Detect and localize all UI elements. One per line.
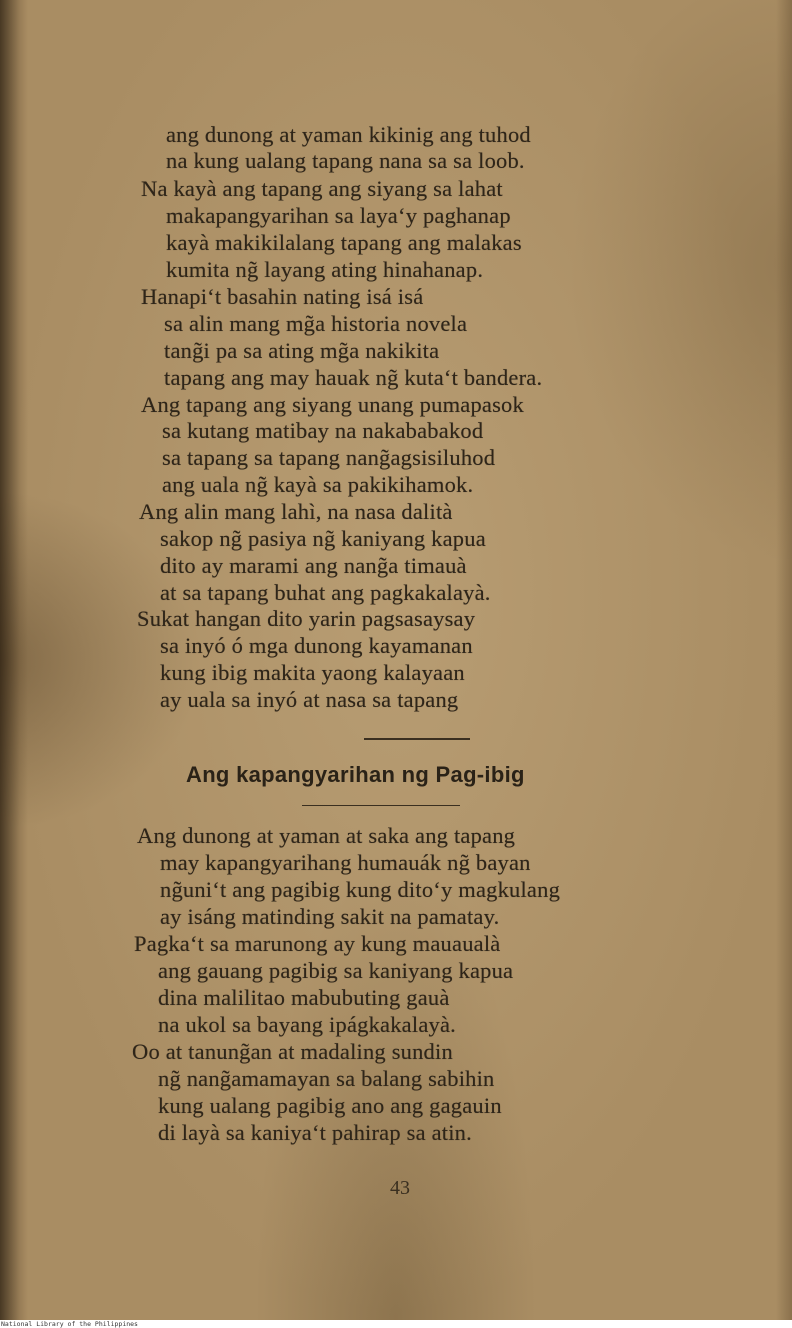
poem-line: Oo at tanung̃an at madaling sundin [132, 1039, 453, 1064]
poem-line: dito ay marami ang nang̃a timauà [160, 553, 467, 578]
poem-line: sakop ng̃ pasiya ng̃ kaniyang kapua [160, 526, 486, 551]
poem-line: sa kutang matibay na nakababakod [162, 418, 484, 443]
poem-line: dina malilitao mabubuting gauà [158, 985, 450, 1010]
poem-line: ang dunong at yaman kikinig ang tuhod [166, 122, 531, 147]
poem-line: ang uala ng̃ kayà sa pakikihamok. [162, 472, 474, 497]
poem-line: ay isáng matinding sakit na pamatay. [160, 904, 500, 929]
poem-line: ang gauang pagibig sa kaniyang kapua [158, 958, 514, 983]
page-shadow-left [0, 0, 28, 1320]
poem-line: di layà sa kaniya‘t pahirap sa atin. [158, 1120, 472, 1145]
poem-line: ay uala sa inyó at nasa sa tapang [160, 687, 459, 712]
page-shadow-right [776, 0, 792, 1320]
poem-line: sa alin mang mg̃a historia novela [164, 311, 468, 336]
poem-line: may kapangyarihang humauák ng̃ bayan [160, 850, 531, 875]
poem-line: Ang alin mang lahì, na nasa dalità [139, 499, 453, 524]
poem-line: kumita ng̃ layang ating hinahanap. [166, 257, 484, 282]
footer-credit: National Library of the Philippines [0, 1320, 792, 1328]
poem-line: kung ibig makita yaong kalayaan [160, 660, 465, 685]
poem-line: na ukol sa bayang ipágkakalayà. [158, 1012, 456, 1037]
poem-line: kung ualang pagibig ano ang gagauin [158, 1093, 502, 1118]
poem-line: Hanapi‘t basahin nating isá isá [141, 284, 424, 309]
section-divider-bottom [302, 805, 460, 806]
poem-line: Sukat hangan dito yarin pagsasaysay [137, 606, 476, 631]
poem-line: tang̃i pa sa ating mg̃a nakikita [164, 338, 440, 363]
section-divider-top [364, 738, 470, 740]
page-number: 43 [390, 1177, 410, 1199]
poem-line: ng̃ nang̃amamayan sa balang sabihin [158, 1066, 495, 1091]
poem-line: Pagka‘t sa marunong ay kung mauaualà [134, 931, 501, 956]
poem-line: na kung ualang tapang nana sa sa loob. [166, 148, 525, 173]
poem-line: sa inyó ó mga dunong kayamanan [160, 633, 473, 658]
poem-line: Ang tapang ang siyang unang pumapasok [141, 392, 524, 417]
poem-line: at sa tapang buhat ang pagkakalayà. [160, 580, 491, 605]
poem-line: sa tapang sa tapang nang̃agsisiluhod [162, 445, 496, 470]
poem-line: kayà makikilalang tapang ang malakas [166, 230, 522, 255]
poem-line: ng̃uni‘t ang pagibig kung dito‘y magkulang [160, 877, 561, 902]
poem-line: Na kayà ang tapang ang siyang sa lahat [141, 176, 503, 201]
poem-line: Ang dunong at yaman at saka ang tapang [137, 823, 516, 848]
poem-line: tapang ang may hauak ng̃ kuta‘t bandera. [164, 365, 543, 390]
poem-line: makapangyarihan sa laya‘y paghanap [166, 203, 511, 228]
section-title: Ang kapangyarihan ng Pag-ibig [186, 762, 525, 787]
